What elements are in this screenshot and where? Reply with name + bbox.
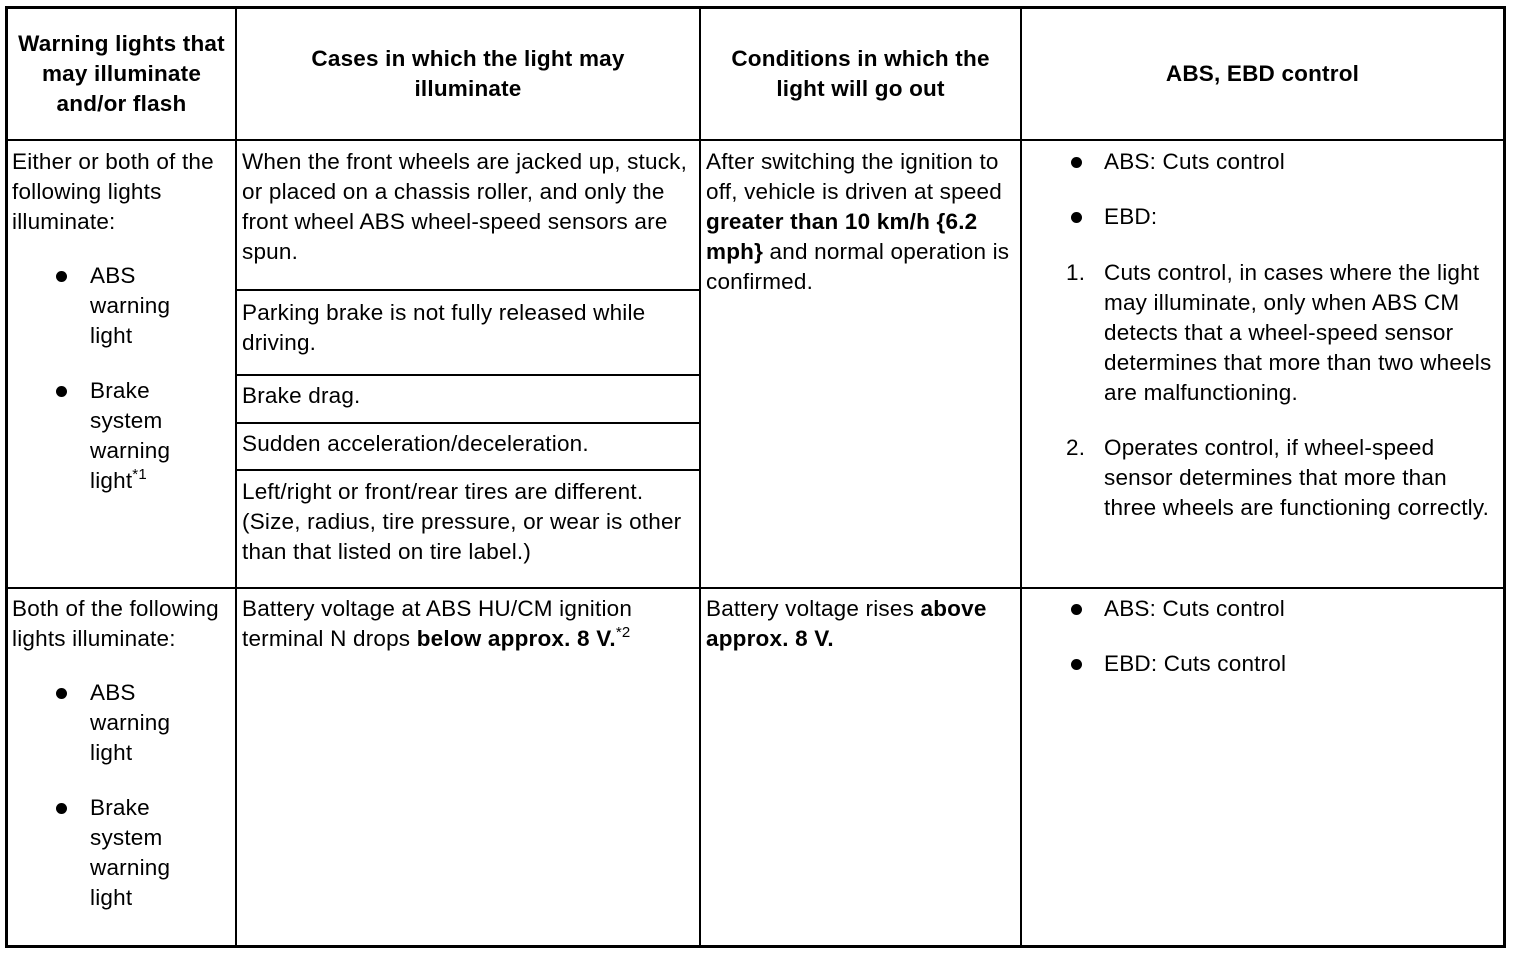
header-cases (237, 9, 699, 139)
row1-control-ebd-sub1: 1. Cuts control, in cases where the light may illuminate, only when ABS CM detects that a wheel-speed sensor determines that more than two wheels are malfunctioning. (1066, 260, 1492, 405)
footnote-mark-1: *1 (132, 466, 147, 483)
row1-control-ebd: EBD: (1022, 202, 1492, 232)
row1-case-3: Brake drag. (242, 383, 361, 408)
row2-intro: Both of the following lights illuminate: (12, 596, 219, 651)
column-divider (235, 9, 237, 945)
row1-condition: After switching the ignition to off, vehicle is driven at speed greater than 10 km/h {6.2 mph} and normal operation is confirmed. (706, 149, 1010, 294)
bullet-icon (1071, 604, 1082, 615)
row-divider (8, 587, 1503, 589)
header-conditions-text: Conditions in which the light will go out (731, 46, 990, 101)
row1-intro: Either or both of the following lights illuminate: (12, 149, 214, 234)
row1-case-4: Sudden acceleration/deceleration. (242, 431, 589, 456)
bullet-icon (1071, 659, 1082, 670)
header-divider (8, 139, 1503, 141)
row1-control-abs: ABS: Cuts control (1022, 147, 1492, 177)
header-control-text: ABS, EBD control (1165, 61, 1360, 86)
header-warning-lights-text: Warning lights that may illuminate and/or flash (18, 31, 225, 116)
column-divider (699, 9, 701, 945)
bullet-icon (1071, 157, 1082, 168)
row1-case-5: Left/right or front/rear tires are different. (Size, radius, tire pressure, or wear is other than that listed on tire label.) (242, 479, 682, 564)
row2-warning-lights (12, 594, 232, 913)
bullet-icon (1071, 212, 1082, 223)
row1-case-1: When the front wheels are jacked up, stuck, or placed on a chassis roller, and only the front wheel ABS wheel-speed sensors are spun. (242, 149, 688, 264)
row2-light-item (12, 793, 232, 913)
bullet-icon (56, 803, 67, 814)
header-control (1022, 9, 1503, 139)
header-conditions (701, 9, 1020, 139)
case-divider (237, 422, 699, 424)
footnote-mark-2: *2 (615, 624, 631, 641)
row2-light-brake: Brake system warning light (90, 795, 171, 910)
bullet-icon (56, 271, 67, 282)
row2-control-ebd: EBD: Cuts control (1022, 649, 1492, 679)
case-divider (237, 374, 699, 376)
case-divider (237, 289, 699, 291)
bullet-icon (56, 688, 67, 699)
row1-light-item (12, 376, 232, 496)
row1-light-brake: Brake system warning light (90, 378, 171, 493)
row2-case: Battery voltage at ABS HU/CM ignition terminal N drops below approx. 8 V.$^{*2}$ (242, 596, 633, 651)
row2-control (1022, 594, 1492, 679)
row2-light-abs: ABS warning light (90, 680, 171, 765)
row1-light-abs: ABS warning light (90, 263, 171, 348)
warning-light-table (5, 6, 1506, 948)
bullet-icon (56, 386, 67, 397)
row1-control (1022, 147, 1492, 523)
row1-warning-lights (12, 147, 232, 496)
row1-case-2: Parking brake is not fully released while driving. (242, 300, 646, 355)
row2-condition: Battery voltage rises above approx. 8 V. (706, 596, 987, 651)
header-warning-lights (8, 9, 235, 139)
row2-light-item (12, 678, 232, 768)
row2-control-abs: ABS: Cuts control (1022, 594, 1492, 624)
row1-light-item (12, 261, 232, 351)
row1-control-ebd-sub2: 2. Operates control, if wheel-speed sensor determines that more than three wheels are functioning correctly. (1066, 435, 1490, 520)
header-cases-text: Cases in which the light may illuminate (311, 46, 625, 101)
case-divider (237, 469, 699, 471)
